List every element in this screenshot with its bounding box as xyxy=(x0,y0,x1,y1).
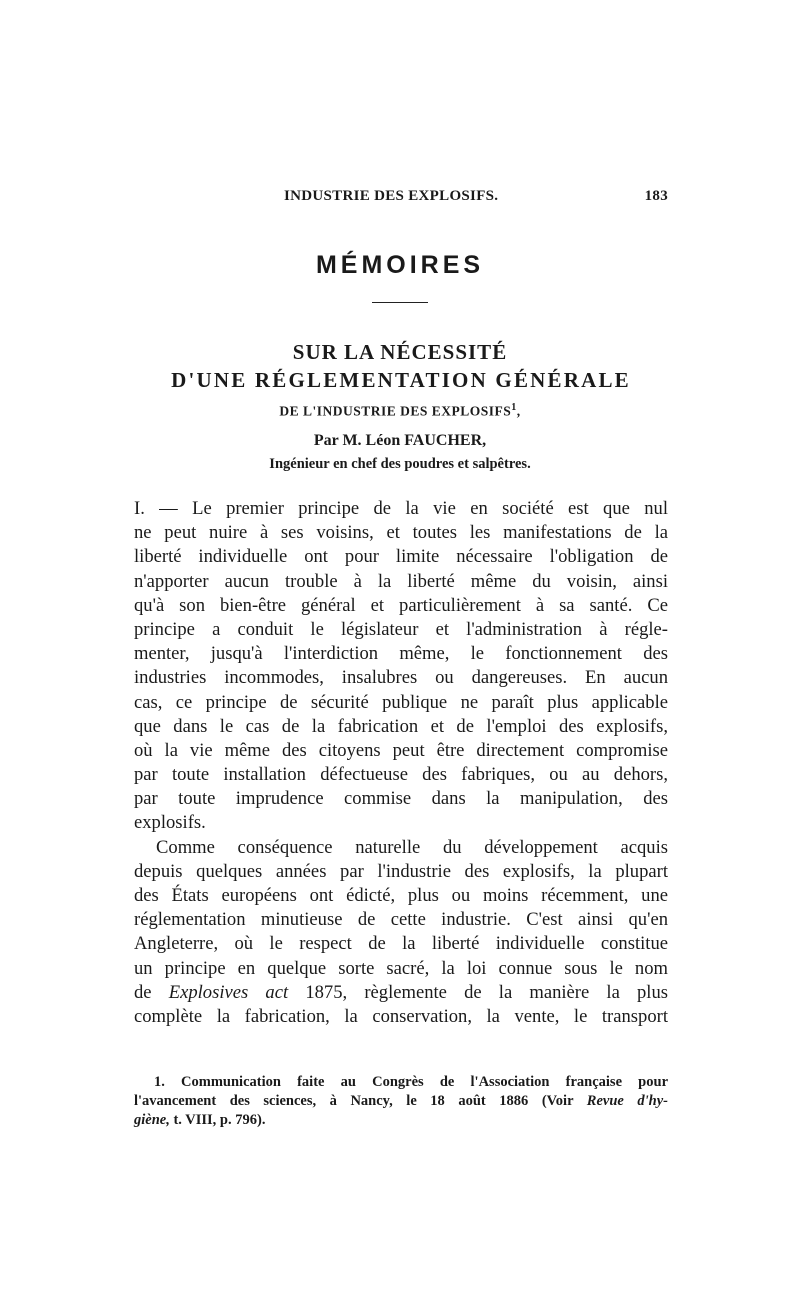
body-line: où la vie même des citoyens peut être directement compromise xyxy=(134,739,668,761)
body-line: que dans le cas de la fabrication et de l'emploi des explosifs, xyxy=(134,715,668,737)
body-line: liberté individuelle ont pour limite nécessaire l'obligation de xyxy=(134,546,668,568)
title-line3-text: DE L'INDUSTRIE DES EXPLOSIFS xyxy=(279,403,512,419)
running-head-title: INDUSTRIE DES EXPLOSIFS. xyxy=(284,188,499,204)
body-line: réglementation minutieuse de cette industrie. C'est ainsi qu'en xyxy=(134,909,668,931)
body-line: industries incommodes, insalubres ou dangereuses. En aucun xyxy=(134,667,668,689)
body-line: cas, ce principe de sécurité publique ne paraît plus applicable xyxy=(134,691,668,713)
page-number: 183 xyxy=(644,188,668,204)
article-title-line2: D'UNE RÉGLEMENTATION GÉNÉRALE xyxy=(171,368,631,392)
author-affiliation: Ingénieur en chef des poudres et salpêtres. xyxy=(269,456,531,472)
journal-title: Revue d'hy- xyxy=(586,1093,668,1109)
body-line: Angleterre, où le respect de la liberté individuelle constitue xyxy=(134,933,668,955)
body-line: par toute installation défectueuse des fabriques, ou au dehors, xyxy=(134,764,668,786)
body-line: principe a conduit le législateur et l'administration à régle- xyxy=(134,618,668,640)
title-rule xyxy=(372,302,428,303)
footnote-text: l'avancement des sciences, à Nancy, le 18 août 1886 (Voir xyxy=(134,1093,574,1109)
explosives-act-year: 1875, xyxy=(305,981,348,1003)
body-line: explosifs. xyxy=(134,812,206,834)
body-line: un principe en quelque sorte sacré, la loi connue sous le nom xyxy=(134,957,668,979)
body-line: ne peut nuire à ses voisins, et toutes les manifestations de la xyxy=(134,522,668,544)
body-line: depuis quelques années par l'industrie des explosifs, la plupart xyxy=(134,860,668,882)
footnote-line xyxy=(134,1111,668,1130)
author-line: Par M. Léon FAUCHER, xyxy=(313,432,487,449)
body-line: menter, jusqu'à l'interdiction même, le fonctionnement des xyxy=(134,643,668,665)
line-prefix: de xyxy=(134,981,152,1003)
footnote-line xyxy=(134,1092,668,1111)
running-head xyxy=(134,188,668,212)
body-line: qu'à son bien-être général et particulièrement à sa santé. Ce xyxy=(134,594,668,616)
section-title: MÉMOIRES xyxy=(315,251,485,279)
body-line: par toute imprudence commise dans la manipulation, des xyxy=(134,788,668,810)
footnote-line: 1. Communication faite au Congrès de l'Association française pour xyxy=(154,1074,668,1090)
body-line-explosives-act xyxy=(134,981,668,1005)
body-line: I. — Le premier principe de la vie en société est que nul xyxy=(134,498,668,519)
footnote-citation: t. VIII, p. 796). xyxy=(173,1112,266,1128)
journal-title-end: giène, xyxy=(134,1112,170,1128)
explosives-act-title: Explosives act xyxy=(168,981,289,1003)
body-line: Comme conséquence naturelle du développement acquis xyxy=(156,836,668,858)
article-title-line1: SUR LA NÉCESSITÉ xyxy=(292,340,508,364)
article-title-line3 xyxy=(0,402,800,420)
footnote xyxy=(134,1073,668,1130)
body-line: complète la fabrication, la conservation, la vente, le transport xyxy=(134,1005,668,1027)
footnote-marker: 1 xyxy=(511,402,517,413)
body-line: n'apporter aucun trouble à la liberté même du voisin, ainsi xyxy=(134,570,668,592)
line-rest: règlemente de la manière la plus xyxy=(364,981,668,1003)
body-text xyxy=(134,497,668,1029)
body-line: des États européens ont édicté, plus ou moins récemment, une xyxy=(134,885,668,906)
title-line3-suffix: , xyxy=(516,403,521,419)
